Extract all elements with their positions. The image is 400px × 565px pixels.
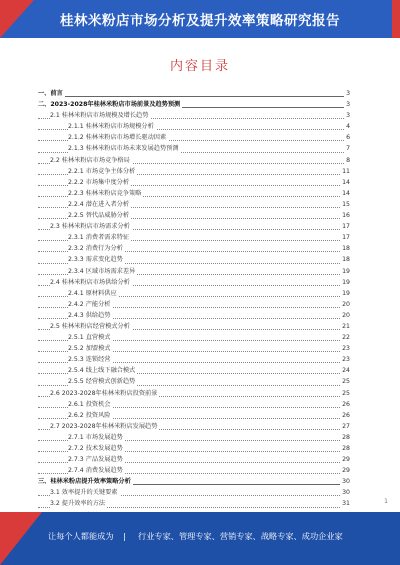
toc-entry-page: 7: [344, 143, 350, 154]
toc-entry[interactable]: [38, 443, 350, 454]
toc-entry-label: 2.1.1 桂林米粉店市场规模分析: [68, 121, 156, 132]
footer-separator: |: [123, 531, 126, 541]
toc-entry-label: 2.2.2 市场集中度分析: [68, 177, 131, 188]
toc-entry[interactable]: [38, 487, 350, 498]
toc-entry-page: 23: [340, 354, 350, 365]
toc-entry-page: 25: [340, 388, 350, 399]
toc-entry-page: 14: [340, 188, 350, 199]
toc-entry[interactable]: [38, 343, 350, 354]
toc-entry-label: 2.5.5 经营模式创新趋势: [68, 376, 137, 387]
toc-entry-label: 2.1.3 桂林米粉店市场未来发展趋势预测: [68, 143, 181, 154]
toc-entry-page: 29: [340, 454, 350, 465]
toc-entry-label: 三、桂林米粉店提升效率策略分析: [38, 476, 133, 487]
toc-entry-label: 2.1 桂林米粉店市场规模及增长趋势: [50, 110, 150, 121]
toc-entry[interactable]: [38, 143, 350, 154]
toc-entry-label: 2.4 桂林米粉店市场供给分析: [50, 277, 132, 288]
toc-title: 内容目录: [169, 59, 230, 74]
toc-entry-label: 2.4.2 产能分析: [68, 299, 112, 310]
toc-entry[interactable]: [38, 232, 350, 243]
toc-entry-page: 16: [340, 210, 350, 221]
toc-entry-page: 4: [344, 121, 350, 132]
header-accent-bar: [392, 0, 400, 38]
toc-entry-page: 8: [344, 155, 350, 166]
toc-entry[interactable]: [38, 132, 350, 143]
toc-entry[interactable]: [38, 354, 350, 365]
toc-entry[interactable]: [38, 365, 350, 376]
table-of-contents: [38, 88, 350, 532]
toc-entry-page: 30: [340, 487, 350, 498]
toc-entry-page: 6: [344, 132, 350, 143]
toc-entry[interactable]: [38, 310, 350, 321]
toc-entry[interactable]: [38, 221, 350, 232]
toc-entry-page: 28: [340, 443, 350, 454]
toc-entry-label: 2.2 桂林米粉店市场竞争格局: [50, 155, 132, 166]
toc-entry-label: 2.3.1 消费者需求特征: [68, 232, 131, 243]
toc-entry[interactable]: [38, 388, 350, 399]
toc-entry-page: 18: [340, 254, 350, 265]
toc-entry-label: 3.2 提升效率的方法: [50, 498, 107, 509]
toc-entry-label: 2.1.2 桂林米粉店市场增长驱动因素: [68, 132, 168, 143]
toc-entry-label: 2.6.2 投资风险: [68, 410, 112, 421]
toc-entry-label: 2.5 桂林米粉店经营模式分析: [50, 321, 132, 332]
toc-entry-page: 23: [340, 343, 350, 354]
toc-entry-label: 2.7.2 技术发展趋势: [68, 443, 125, 454]
toc-entry[interactable]: [38, 476, 350, 487]
toc-entry[interactable]: [38, 288, 350, 299]
toc-entry-label: 2.6.1 投资机会: [68, 399, 112, 410]
toc-entry[interactable]: [38, 121, 350, 132]
toc-entry-page: 30: [340, 476, 350, 487]
toc-entry[interactable]: [38, 110, 350, 121]
toc-entry-page: 19: [340, 266, 350, 277]
toc-entry-page: 3: [344, 110, 350, 121]
toc-entry-page: 19: [340, 277, 350, 288]
toc-entry-page: 28: [340, 432, 350, 443]
toc-entry-label: 2.7 2023-2028年桂林米粉店发展趋势: [50, 421, 159, 432]
toc-entry-label: 一、前言: [38, 88, 65, 99]
toc-entry[interactable]: [38, 399, 350, 410]
toc-entry-label: 2.2.3 桂林米粉店竞争策略: [68, 188, 143, 199]
toc-entry-page: 21: [340, 321, 350, 332]
toc-entry[interactable]: [38, 321, 350, 332]
report-title: 桂林米粉店市场分析及提升效率策略研究报告: [60, 13, 340, 29]
toc-entry-page: 27: [340, 421, 350, 432]
toc-entry-label: 2.4.3 供给趋势: [68, 310, 112, 321]
toc-entry[interactable]: [38, 421, 350, 432]
toc-entry-page: 18: [340, 243, 350, 254]
toc-entry-label: 2.7.4 消费发展趋势: [68, 465, 125, 476]
toc-entry-page: 17: [340, 221, 350, 232]
toc-entry[interactable]: [38, 155, 350, 166]
footer-left-text: 让每个人都能成为: [48, 531, 114, 541]
header-accent-triangle: [0, 0, 34, 38]
toc-entry-page: 19: [340, 288, 350, 299]
toc-entry-label: 2.5.4 线上线下融合模式: [68, 365, 137, 376]
footer-accent-triangle: [0, 512, 42, 565]
toc-entry-label: 2.4.1 原材料供应: [68, 288, 119, 299]
toc-entry-label: 2.3.2 消费行为分析: [68, 243, 125, 254]
toc-entry-label: 2.7.3 产品发展趋势: [68, 454, 125, 465]
toc-entry-page: 3: [344, 99, 350, 110]
toc-entry-page: 25: [340, 376, 350, 387]
toc-entry[interactable]: [38, 432, 350, 443]
toc-entry-page: 20: [340, 299, 350, 310]
toc-entry-page: 29: [340, 465, 350, 476]
toc-entry-page: 3: [344, 88, 350, 99]
toc-entry-label: 二、2023-2028年桂林米粉店市场前景及趋势预测: [38, 99, 182, 110]
toc-entry-page: 20: [340, 310, 350, 321]
toc-entry-label: 3.1 效率提升的关键要素: [50, 487, 120, 498]
toc-entry-label: 2.3.3 需求变化趋势: [68, 254, 125, 265]
toc-entry[interactable]: [38, 277, 350, 288]
toc-entry-page: 24: [340, 365, 350, 376]
toc-entry[interactable]: [38, 266, 350, 277]
toc-entry[interactable]: [38, 199, 350, 210]
toc-entry-page: 15: [340, 199, 350, 210]
toc-entry[interactable]: [38, 465, 350, 476]
toc-entry-page: 22: [340, 332, 350, 343]
toc-entry-page: 31: [340, 498, 350, 509]
toc-entry-label: 2.7.1 市场发展趋势: [68, 432, 125, 443]
toc-entry-label: 2.5.1 直营模式: [68, 332, 112, 343]
toc-entry-page: 11: [340, 166, 350, 177]
toc-entry-label: 2.5.2 加盟模式: [68, 343, 112, 354]
toc-entry[interactable]: [38, 254, 350, 265]
toc-entry[interactable]: [38, 299, 350, 310]
toc-entry[interactable]: [38, 88, 350, 99]
toc-entry[interactable]: [38, 210, 350, 221]
footer-right-text: 行业专家、管理专家、营销专家、战略专家、成功企业家: [138, 531, 343, 541]
toc-entry-label: 2.3.4 区域市场需求差异: [68, 266, 137, 277]
toc-entry-page: 14: [340, 177, 350, 188]
report-header: [0, 0, 400, 38]
toc-entry-label: 2.2.4 潜在进入者分析: [68, 199, 131, 210]
toc-entry-label: 2.5.3 连锁经营: [68, 354, 112, 365]
toc-entry[interactable]: [38, 188, 350, 199]
toc-entry-page: 26: [340, 399, 350, 410]
toc-entry-label: 2.2.5 替代品威胁分析: [68, 210, 131, 221]
toc-entry-label: 2.2.1 市场竞争主体分析: [68, 166, 137, 177]
toc-entry[interactable]: [38, 332, 350, 343]
toc-entry-label: 2.3 桂林米粉店市场需求分析: [50, 221, 132, 232]
toc-entry-page: 26: [340, 410, 350, 421]
toc-entry[interactable]: [38, 166, 350, 177]
toc-entry[interactable]: [38, 410, 350, 421]
toc-entry-page: 17: [340, 232, 350, 243]
toc-entry[interactable]: [38, 99, 350, 110]
toc-entry[interactable]: [38, 243, 350, 254]
toc-leader-dots: [38, 96, 350, 97]
toc-entry[interactable]: [38, 376, 350, 387]
toc-entry-label: 2.6 2023-2028年桂林米粉店投资前景: [50, 388, 159, 399]
toc-entry[interactable]: [38, 454, 350, 465]
page-number: 1: [384, 498, 388, 505]
toc-entry[interactable]: [38, 177, 350, 188]
